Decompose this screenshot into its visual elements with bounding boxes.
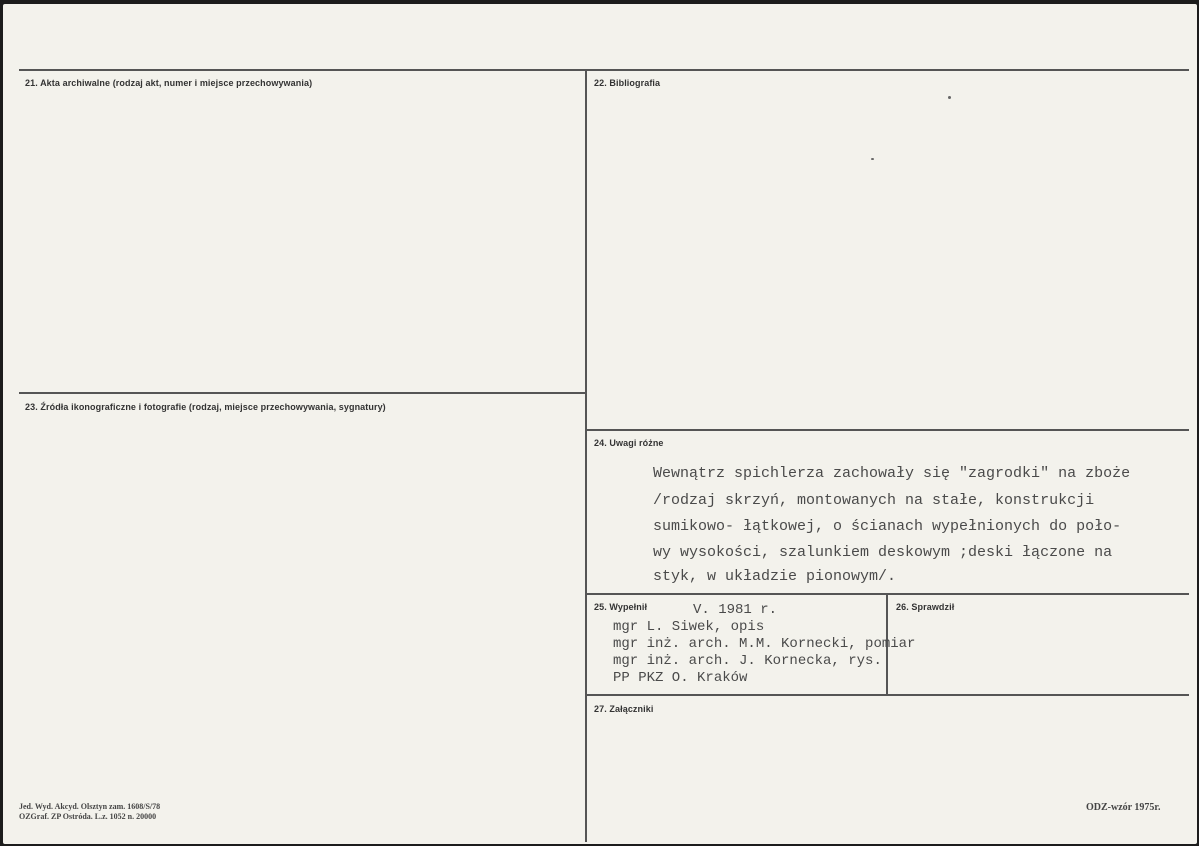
center-divider: [585, 70, 587, 842]
section-22-label: 22. Bibliografia: [594, 78, 661, 88]
imprint-line-1: Jed. Wyd. Akcyd. Olsztyn zam. 1608/S/78: [19, 802, 161, 811]
filled-line-1: mgr L. Siwek, opis: [613, 619, 765, 635]
remarks-line-5: styk, w układzie pionowym/.: [653, 568, 897, 585]
top-rule: [19, 69, 1189, 71]
rule-22-24: [587, 429, 1189, 431]
rule-24-25: [587, 593, 1189, 595]
remarks-line-3: sumikowo- łątkowej, o ścianach wypełnionych do poło-: [653, 518, 1122, 535]
section-25-label: 25. Wypełnił: [594, 602, 648, 612]
rule-21-23: [19, 392, 585, 394]
form-code: ODZ-wzór 1975r.: [1086, 802, 1161, 813]
section-21-label: 21. Akta archiwalne (rodzaj akt, numer i miejsce przechowywania): [25, 78, 313, 88]
paper-speck: [871, 158, 874, 160]
rule-25-27: [587, 694, 1189, 696]
paper-speck: [948, 96, 951, 99]
section-24-label: 24. Uwagi różne: [594, 438, 664, 448]
imprint-line-2: OZGraf. ZP Ostróda. L.z. 1052 n. 20000: [19, 812, 157, 821]
section-27-label: 27. Załączniki: [594, 704, 654, 714]
filled-line-4: PP PKZ O. Kraków: [613, 670, 748, 686]
filled-date: V. 1981 r.: [693, 602, 778, 618]
remarks-line-1: Wewnątrz spichlerza zachowały się "zagrodki" na zboże: [653, 465, 1131, 482]
section-23-label: 23. Źródła ikonograficzne i fotografie (rodzaj, miejsce przechowywania, sygnatury): [25, 402, 386, 412]
section-26-label: 26. Sprawdził: [896, 602, 955, 612]
filled-line-3: mgr inż. arch. J. Kornecka, rys.: [613, 653, 882, 669]
remarks-line-2: /rodzaj skrzyń, montowanych na stałe, konstrukcji: [653, 492, 1095, 509]
filled-line-2: mgr inż. arch. M.M. Kornecki, pomiar: [613, 636, 916, 652]
remarks-line-4: wy wysokości, szalunkiem deskowym ;deski łączone na: [653, 544, 1113, 561]
inventory-card: [3, 4, 1197, 844]
